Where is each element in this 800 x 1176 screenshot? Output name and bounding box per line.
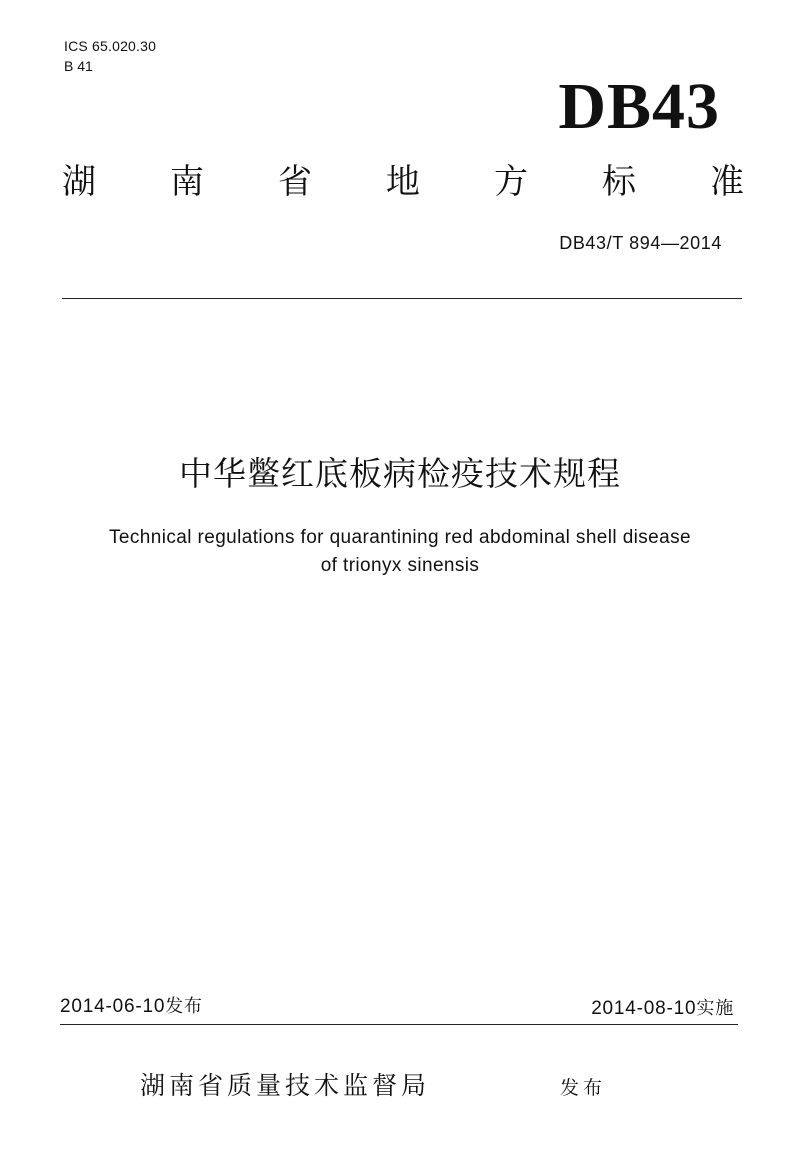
title-english-line-2: of trionyx sinensis [320,555,480,576]
standard-type-char: 地 [386,162,420,202]
document-title-english [60,524,740,580]
document-title-chinese: 中华鳖红底板病检疫技术规程 [179,454,621,493]
header-divider [62,298,742,299]
title-english-line-1: Technical regulations for quarantining red abdominal shell disease [109,527,691,548]
standard-type-heading [62,160,744,204]
standard-number: DB43/T 894—2014 [559,233,722,253]
implement-label: 实施 [696,998,734,1019]
standard-logo-code: DB43 [558,70,720,143]
implement-date: 2014-08-10 [591,998,697,1019]
publish-date: 2014-06-10 [60,996,166,1017]
publish-label: 发布 [165,996,203,1017]
implement-date-block [591,997,734,1021]
standard-type-char: 湖 [62,162,96,202]
publish-date-block [60,995,203,1019]
ics-code: ICS 65.020.30 [64,38,157,54]
standard-type-char: 南 [170,162,204,202]
standard-type-char: 标 [602,162,636,202]
issuing-action: 发布 [560,1077,607,1099]
issuing-authority: 湖南省质量技术监督局 [140,1071,431,1100]
standard-type-char: 方 [494,162,528,202]
standard-type-char: 省 [278,162,312,202]
footer-divider [60,1024,738,1025]
ccs-code: B 41 [64,58,93,74]
standard-type-char: 准 [710,162,744,202]
